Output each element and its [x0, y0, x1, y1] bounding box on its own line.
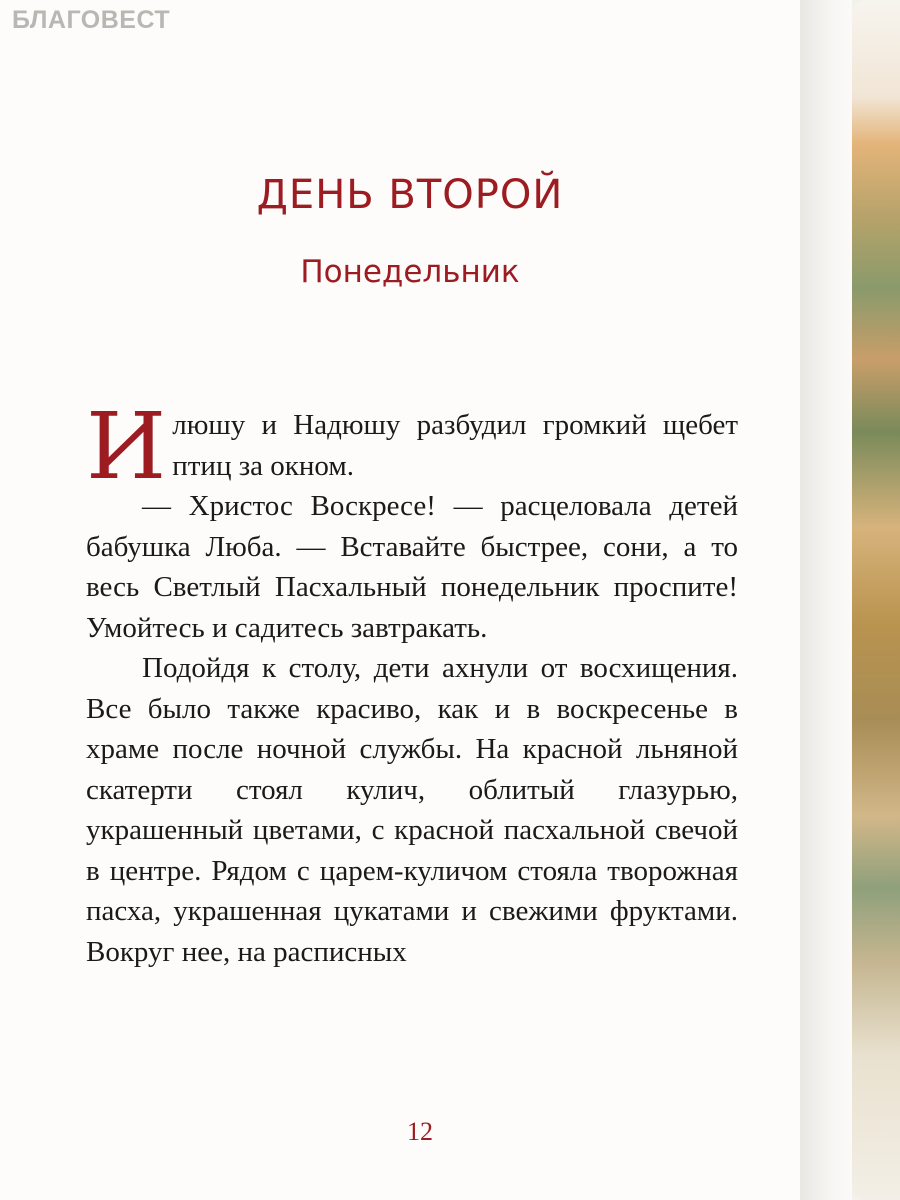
body-text	[86, 393, 738, 972]
chapter-subtitle: Понедельник	[300, 254, 520, 290]
drop-cap: И	[86, 393, 167, 500]
watermark-logo: БЛАГОВЕСТ	[12, 6, 171, 34]
paragraph-1-text: люшу и Надюшу разбудил громкий щебет птиц за окном.	[172, 409, 738, 482]
book-gutter	[800, 0, 852, 1200]
paragraph-2: — Христос Воскресе! — расцеловала детей бабушка Люба. — Вставайте быстрее, сони, а то весь Светлый Пасхальный понедельник проспите! Умойтесь и садитесь завтракать.	[86, 490, 738, 644]
facing-page-illustration	[852, 0, 900, 1200]
paragraph-1	[86, 393, 738, 500]
page-number: 12	[407, 1117, 433, 1146]
paragraph-3: Подойдя к столу, дети ахнули от восхищения. Все было также красиво, как и в воскресенье в храме после ночной службы. На красной льняной скатерти стоял кулич, облитый глазурью, украшенный цветами, с красной пасхальной свечой в центре. Рядом с царем-куличом стояла творожная пасха, украшенная цукатами и свежими фруктами. Вокруг нее, на расписных	[86, 652, 738, 968]
chapter-title: ДЕНЬ ВТОРОЙ	[256, 172, 564, 218]
